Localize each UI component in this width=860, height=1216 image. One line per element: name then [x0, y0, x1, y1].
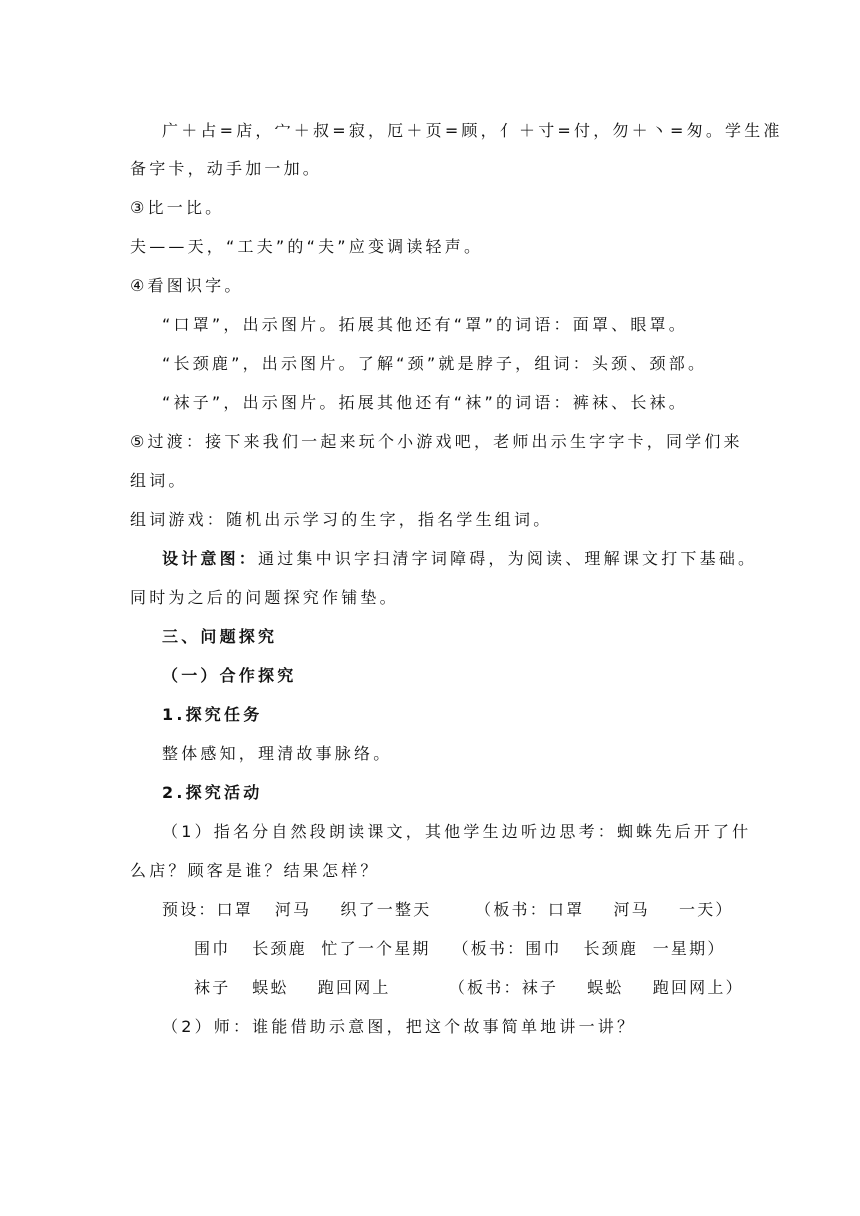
section-heading: 三、问题探究 [162, 627, 278, 646]
task-heading: 1.探究任务 [162, 705, 263, 724]
text-line: 备字卡，动手加一加。 [130, 159, 323, 178]
text-line: 么店？顾客是谁？结果怎样？ [130, 861, 380, 880]
text-line: ③比一比。 [130, 198, 225, 217]
design-intent-text: 通过集中识字扫清字词障碍，为阅读、理解课文打下基础。 [258, 549, 758, 568]
text-line: “口罩”，出示图片。拓展其他还有“罩”的词语：面罩、眼罩。 [162, 315, 688, 334]
text-line: （2）师：谁能借助示意图，把这个故事简单地讲一讲？ [162, 1017, 637, 1036]
text-line: 组词游戏：随机出示学习的生字，指名学生组词。 [130, 510, 553, 529]
text-line: 广＋占=店，宀＋叔=寂，厄＋页=顾，亻＋寸=付，勿＋丶=匆。学生准 [162, 121, 783, 140]
text-line: （1）指名分自然段朗读课文，其他学生边听边思考：蜘蛛先后开了什 [162, 822, 752, 841]
text-line: “袜子”，出示图片。拓展其他还有“袜”的词语：裤袜、长袜。 [162, 393, 688, 412]
subsection-heading: （一）合作探究 [162, 666, 297, 685]
activity-heading: 2.探究活动 [162, 783, 263, 802]
preset-line: 袜子 蜈蚣 跑回网上 （板书：袜子 蜈蚣 跑回网上） [194, 978, 744, 997]
text-line: ④看图识字。 [130, 276, 244, 295]
text-line: 同时为之后的问题探究作铺垫。 [130, 588, 399, 607]
preset-line: 围巾 长颈鹿 忙了一个星期 （板书：围巾 长颈鹿 一星期） [194, 939, 726, 958]
text-line: 组词。 [130, 471, 188, 490]
preset-line: 预设：口罩 河马 织了一整天 （板书：口罩 河马 一天） [162, 900, 734, 919]
text-line: 夫——天，“工夫”的“夫”应变调读轻声。 [130, 237, 484, 256]
design-intent-label: 设计意图： [162, 549, 259, 568]
text-line: 整体感知，理清故事脉络。 [162, 744, 393, 763]
text-line: ⑤过渡：接下来我们一起来玩个小游戏吧，老师出示生字字卡，同学们来 [130, 432, 743, 451]
text-line: “长颈鹿”，出示图片。了解“颈”就是脖子，组词：头颈、颈部。 [162, 354, 708, 373]
design-intent-paragraph [162, 548, 757, 570]
